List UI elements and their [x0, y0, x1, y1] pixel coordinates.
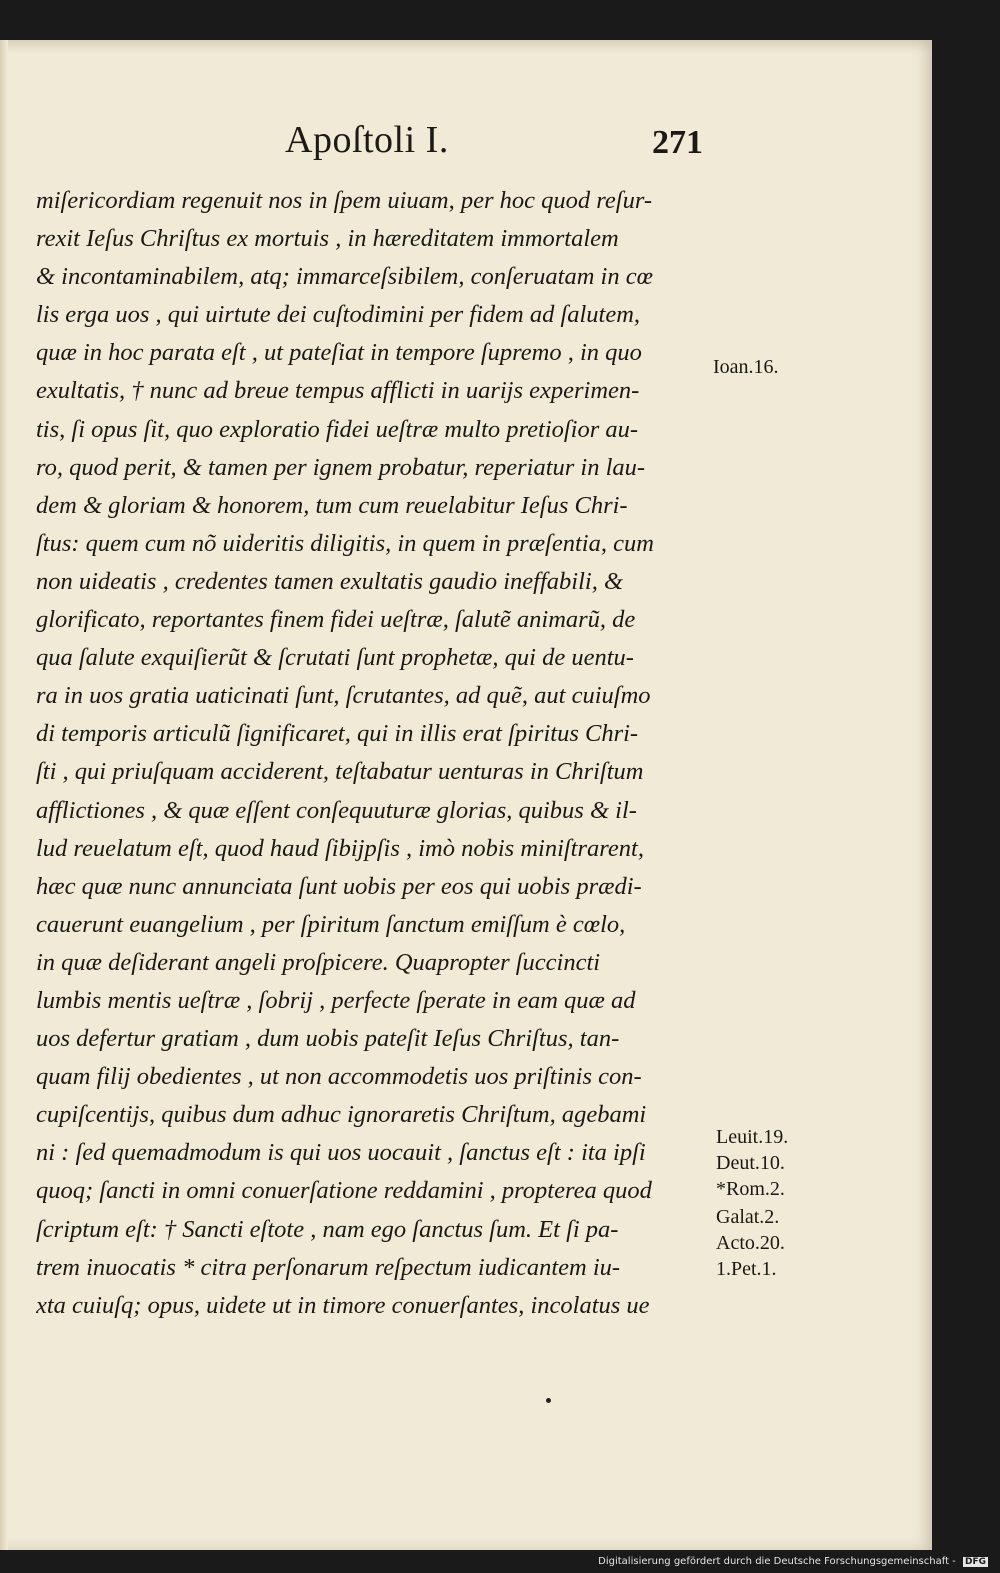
text-line: uos defertur gratiam , dum uobis pateſit Ieſus Chriſtus, tan-: [36, 1025, 620, 1053]
text-line: di temporis articulũ ſignificaret, qui in illis erat ſpiritus Chri-: [36, 720, 639, 748]
text-line: ſtus: quem cum nõ uideritis diligitis, in quem in præſentia, cum: [36, 529, 654, 557]
text-line: miſericordiam regenuit nos in ſpem uiuam, per hoc quod reſur-: [36, 187, 653, 214]
marginal-note-ioan: Ioan.16.: [713, 356, 779, 378]
marginal-note-galat: Galat.2.: [716, 1206, 780, 1228]
text-line: qua ſalute exquiſierũt & ſcrutati ſunt prophetæ, qui de uentu-: [36, 644, 634, 672]
text-line: afflictiones , & quæ eſſent conſequuturæ glorias, quibus & il-: [36, 796, 637, 824]
text-line: lumbis mentis ueſtræ , ſobrij , perfecte ſperate in eam quæ ad: [36, 986, 636, 1014]
main-text-block: [36, 182, 708, 1325]
text-line: dem & gloriam & honorem, tum cum reuelabitur Ieſus Chri-: [36, 491, 628, 519]
text-line: ni : ſed quemadmodum is qui uos uocauit , ſanctus eſt : ita ipſi: [36, 1139, 646, 1167]
text-line: xta cuiuſq; opus, uidete ut in timore conuerſantes, incolatus ue: [36, 1291, 650, 1319]
text-line: quam filij obedientes , ut non accommodetis uos priſtinis con-: [36, 1063, 642, 1091]
page-number: 271: [652, 124, 703, 161]
text-line: quoq; ſancti in omni conuerſatione reddamini , propterea quod: [36, 1177, 652, 1205]
marginal-note-acto: Acto.20.: [716, 1232, 785, 1254]
text-line: quæ in hoc parata eſt , ut pateſiat in tempore ſupremo , in quo: [36, 339, 642, 367]
text-line: hæc quæ nunc annunciata ſunt uobis per eos qui uobis prædi-: [36, 872, 642, 900]
text-line: non uideatis , credentes tamen exultatis gaudio ineffabili, &: [36, 567, 624, 595]
text-line: in quæ deſiderant angeli proſpicere. Quapropter ſuccincti: [36, 948, 601, 976]
marginal-note-pet: 1.Pet.1.: [716, 1258, 777, 1280]
text-line: glorificato, reportantes finem fidei ueſtræ, ſalutẽ animarũ, de: [36, 606, 636, 634]
text-line: lud reuelatum eſt, quod haud ſibijpſis , imò nobis miniſtrarent,: [36, 834, 644, 862]
text-line: ro, quod perit, & tamen per ignem probatur, reperiatur in lau-: [36, 453, 646, 481]
ornament-dot: [546, 1398, 551, 1403]
marginal-note-leuit: Leuit.19.: [716, 1126, 789, 1148]
text-line: rexit Ieſus Chriſtus ex mortuis , in hæreditatem immortalem: [36, 225, 619, 253]
text-line: lis erga uos , qui uirtute dei cuſtodimini per fidem ad ſalutem,: [36, 301, 641, 329]
digitization-footer: [598, 1556, 988, 1567]
text-line: cupiſcentijs, quibus dum adhuc ignoraretis Chriſtum, agebami: [36, 1101, 647, 1129]
marginal-note-deut: Deut.10.: [716, 1152, 785, 1174]
text-line: cauerunt euangelium , per ſpiritum ſanctum emiſſum è cœlo,: [36, 910, 626, 938]
running-head: Apoſtoli I.: [285, 119, 449, 161]
marginal-note-rom: *Rom.2.: [716, 1178, 785, 1200]
text-line: exultatis, † nunc ad breue tempus afflicti in uarijs experimen-: [36, 377, 640, 405]
dfg-logo: DFG: [964, 1557, 986, 1567]
text-line: trem inuocatis * citra perſonarum reſpectum iudicantem iu-: [36, 1253, 621, 1281]
footer-text: Digitalisierung gefördert durch die Deutsche Forschungsgemeinschaft -: [598, 1556, 956, 1567]
text-line: ra in uos gratia uaticinati ſunt, ſcrutantes, ad quẽ, aut cuiuſmo: [36, 682, 651, 710]
text-line: & incontaminabilem, atq; immarceſsibilem, conſeruatam in cœ: [36, 263, 653, 291]
text-line: tis, ſi opus ſit, quo exploratio fidei ueſtræ multo pretioſior au-: [36, 415, 639, 443]
text-line: ſti , qui priuſquam acciderent, teſtabatur uenturas in Chriſtum: [36, 758, 644, 786]
text-line: ſcriptum eſt: † Sancti eſtote , nam ego ſanctus ſum. Et ſi pa-: [36, 1215, 619, 1243]
page-edge: [0, 40, 8, 1550]
